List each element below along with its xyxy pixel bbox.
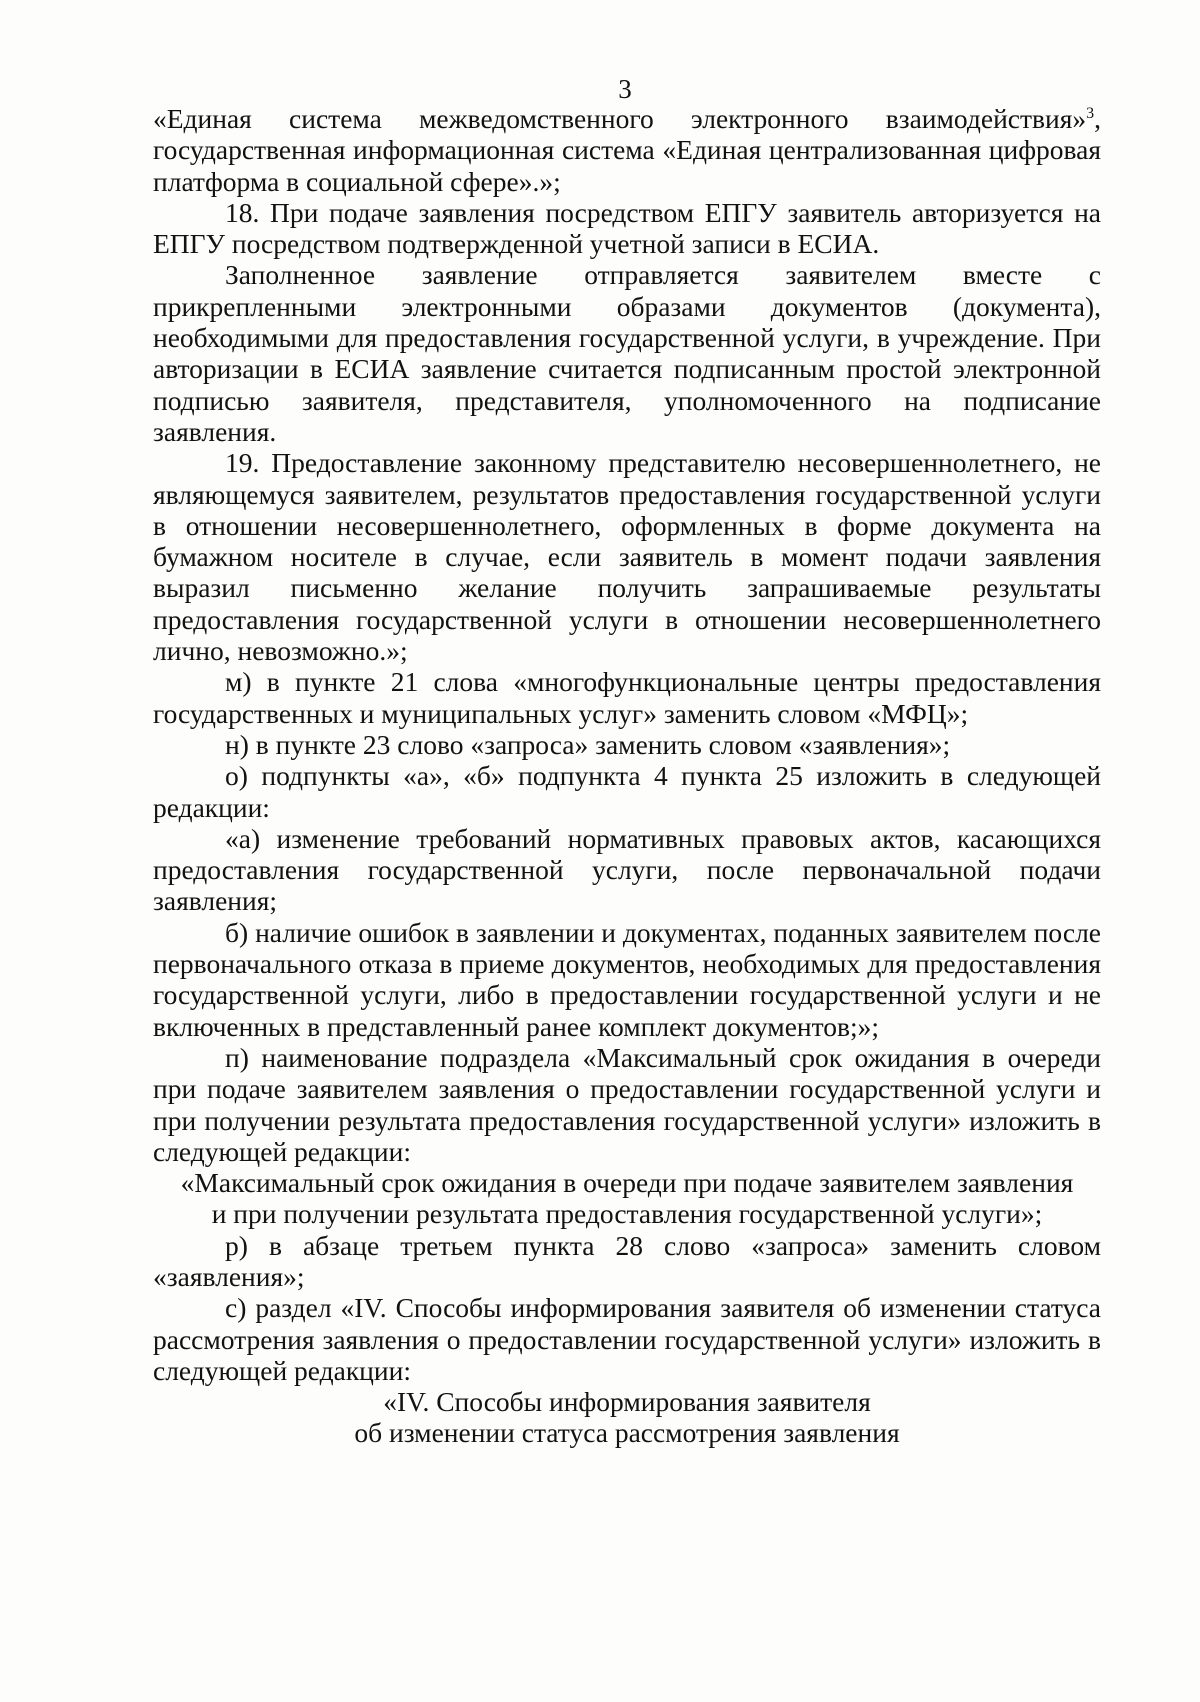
document-body — [153, 103, 1101, 1449]
paragraph-subitem-r: р) в абзаце третьем пункта 28 слово «запроса» заменить словом «заявления»; — [153, 1229, 1101, 1292]
heading-line: об изменении статуса рассмотрения заявления — [354, 1417, 900, 1449]
section-heading — [153, 1386, 1101, 1449]
paragraph-subitem-s: с) раздел «IV. Способы информирования заявителя об изменении статуса рассмотрения заявления о предоставлении государственной услуги» изложить в следующей редакции: — [153, 1292, 1101, 1386]
paragraph-subitem-o: о) подпункты «а», «б» подпункта 4 пункта 25 изложить в следующей редакции: — [153, 760, 1101, 823]
paragraph-quote-b: б) наличие ошибок в заявлении и документах, поданных заявителем после первоначального отказа в приеме документов, необходимых для предоставления государственной услуги, либо в предоставлении государственной услуги и не включенных в представленный ранее комплект документов;»; — [153, 916, 1101, 1042]
paragraph-item-18: 18. При подаче заявления посредством ЕПГУ заявитель авторизуется на ЕПГУ посредством подтвержденной учетной записи в ЕСИА. — [153, 196, 1101, 260]
paragraph-item-19: 19. Предоставление законному представителю несовершеннолетнего, не являющемуся заявителем, результатов предоставления государственной услуги в отношении несовершеннолетнего, оформленных в форме документа на бумажном носителе в случае, если заявитель в момент подачи заявления выразил письменно желание получить запрашиваемые результаты предоставления государственной услуги в отношении несовершеннолетнего лично, невозможно.»; — [153, 447, 1101, 667]
paragraph-text: «Единая система межведомственного электронного взаимодействия» — [153, 103, 1087, 134]
page-number: 3 — [618, 74, 632, 104]
paragraph-quote-a: «а) изменение требований нормативных правовых актов, касающихся предоставления государственной услуги, после первоначальной подачи заявления; — [153, 822, 1101, 917]
subsection-heading — [153, 1167, 1101, 1230]
heading-line: «Максимальный срок ожидания в очереди при подаче заявителем заявления — [180, 1167, 1074, 1199]
paragraph-system-names — [153, 103, 1101, 197]
paragraph-filled-application: Заполненное заявление отправляется заявителем вместе с прикрепленными электронными образами документов (документа), необходимыми для предоставления государственной услуги, в учреждение. При авторизации в ЕСИА заявление считается подписанным простой электронной подписью заявителя, представителя, уполномоченного на подписание заявления. — [153, 259, 1101, 447]
heading-line: и при получении результата предоставления государственной услуги»; — [211, 1198, 1043, 1230]
paragraph-subitem-p: п) наименование подраздела «Максимальный срок ожидания в очереди при подаче заявителем заявления о предоставлении государственной услуги и при получении результата предоставления государственной услуги» изложить в следующей редакции: — [153, 1041, 1101, 1167]
footnote-reference: 3 — [1086, 104, 1095, 122]
paragraph-subitem-m: м) в пункте 21 слова «многофункциональные центры предоставления государственных и муниципальных услуг» заменить словом «МФЦ»; — [153, 666, 1101, 729]
heading-line: «IV. Способы информирования заявителя — [383, 1386, 871, 1418]
paragraph-text: , государственная информационная система «Единая централизованная цифровая платформа в социальной сфере».»; — [153, 103, 1101, 197]
paragraph-subitem-n: н) в пункте 23 слово «запроса» заменить словом «заявления»; — [225, 728, 951, 760]
